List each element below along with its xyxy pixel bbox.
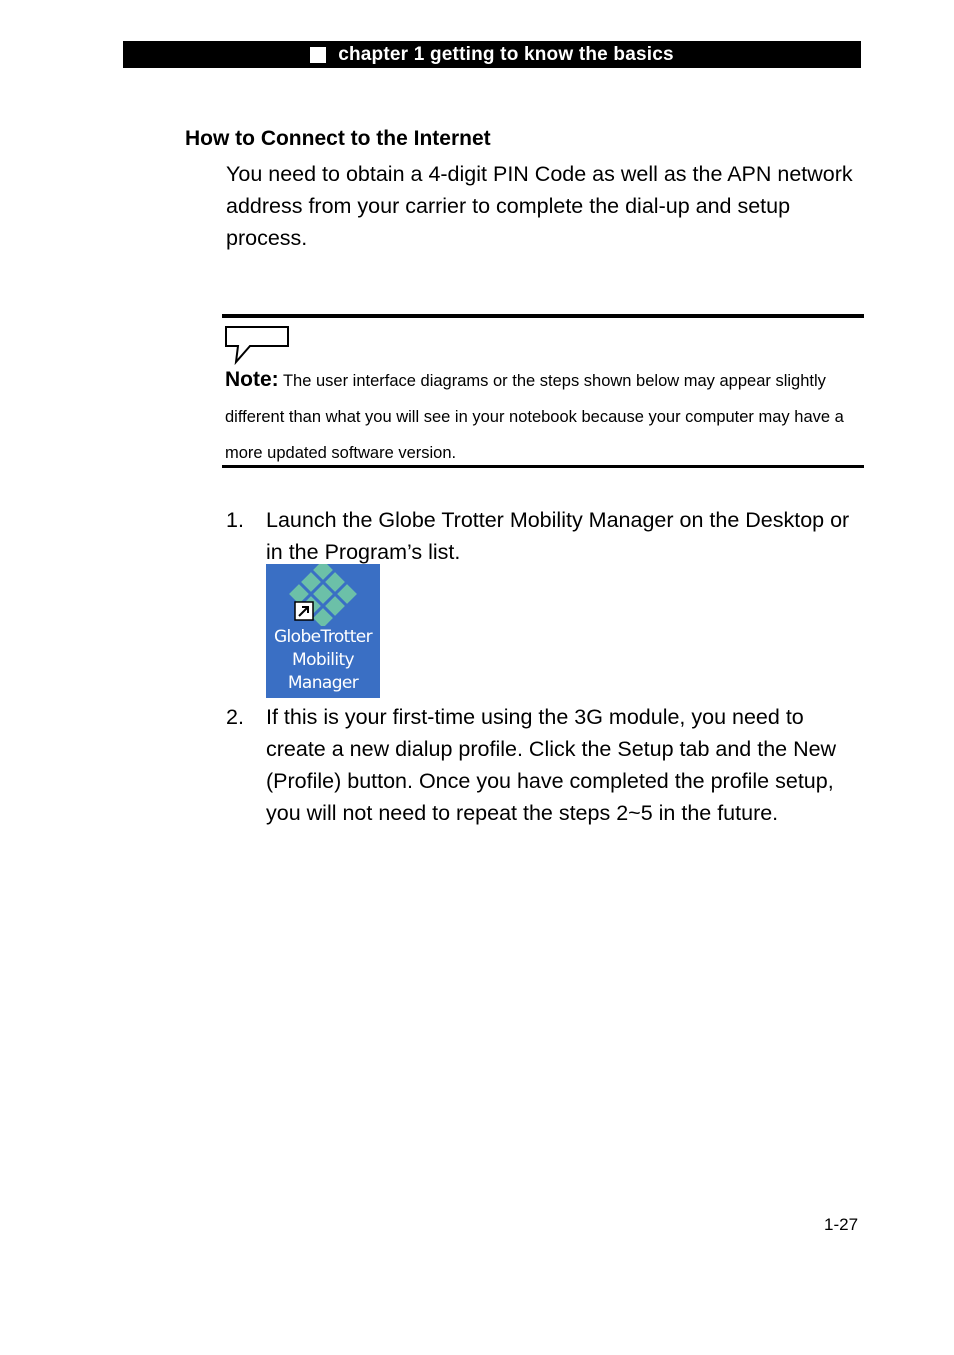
intro-paragraph: You need to obtain a 4-digit PIN Code as well as the APN network address from your carrier to complete the dial-up and setup process. [226, 162, 853, 250]
note-box [222, 314, 864, 468]
step-text: If this is your first-time using the 3G module, you need to create a new dialup profile. Click the Setup tab and the New (Profile) button. Once you have completed the profile setup, you will not need to repeat the steps 2~5 in the future. [266, 705, 837, 825]
note-body: The user interface diagrams or the steps shown below may appear slightly different than what you will see in your notebook because your computer may have a more updated software version. [225, 372, 844, 462]
shortcut-label-line: Manager [287, 673, 359, 693]
shortcut-label-line: GlobeTrotter [273, 627, 373, 647]
globetrotter-shortcut-icon[interactable] [266, 564, 380, 698]
note-label: Note: [225, 368, 279, 391]
step-text: Launch the Globe Trotter Mobility Manager on the Desktop or in the Program’s list. [266, 508, 850, 564]
step-number: 2. [226, 705, 244, 729]
speech-bubble-icon [224, 324, 290, 366]
chapter-title: chapter 1 getting to know the basics [338, 43, 674, 65]
shortcut-label [266, 626, 380, 695]
shortcut-label-line: Mobility [292, 650, 354, 670]
note-text [225, 362, 861, 471]
section-heading: How to Connect to the Internet [185, 127, 491, 150]
page-number: 1-27 [824, 1215, 859, 1234]
step-number: 1. [226, 508, 244, 532]
square-bullet-icon [310, 47, 326, 63]
chapter-header-bar [123, 41, 861, 68]
globetrotter-logo-icon [266, 564, 380, 626]
